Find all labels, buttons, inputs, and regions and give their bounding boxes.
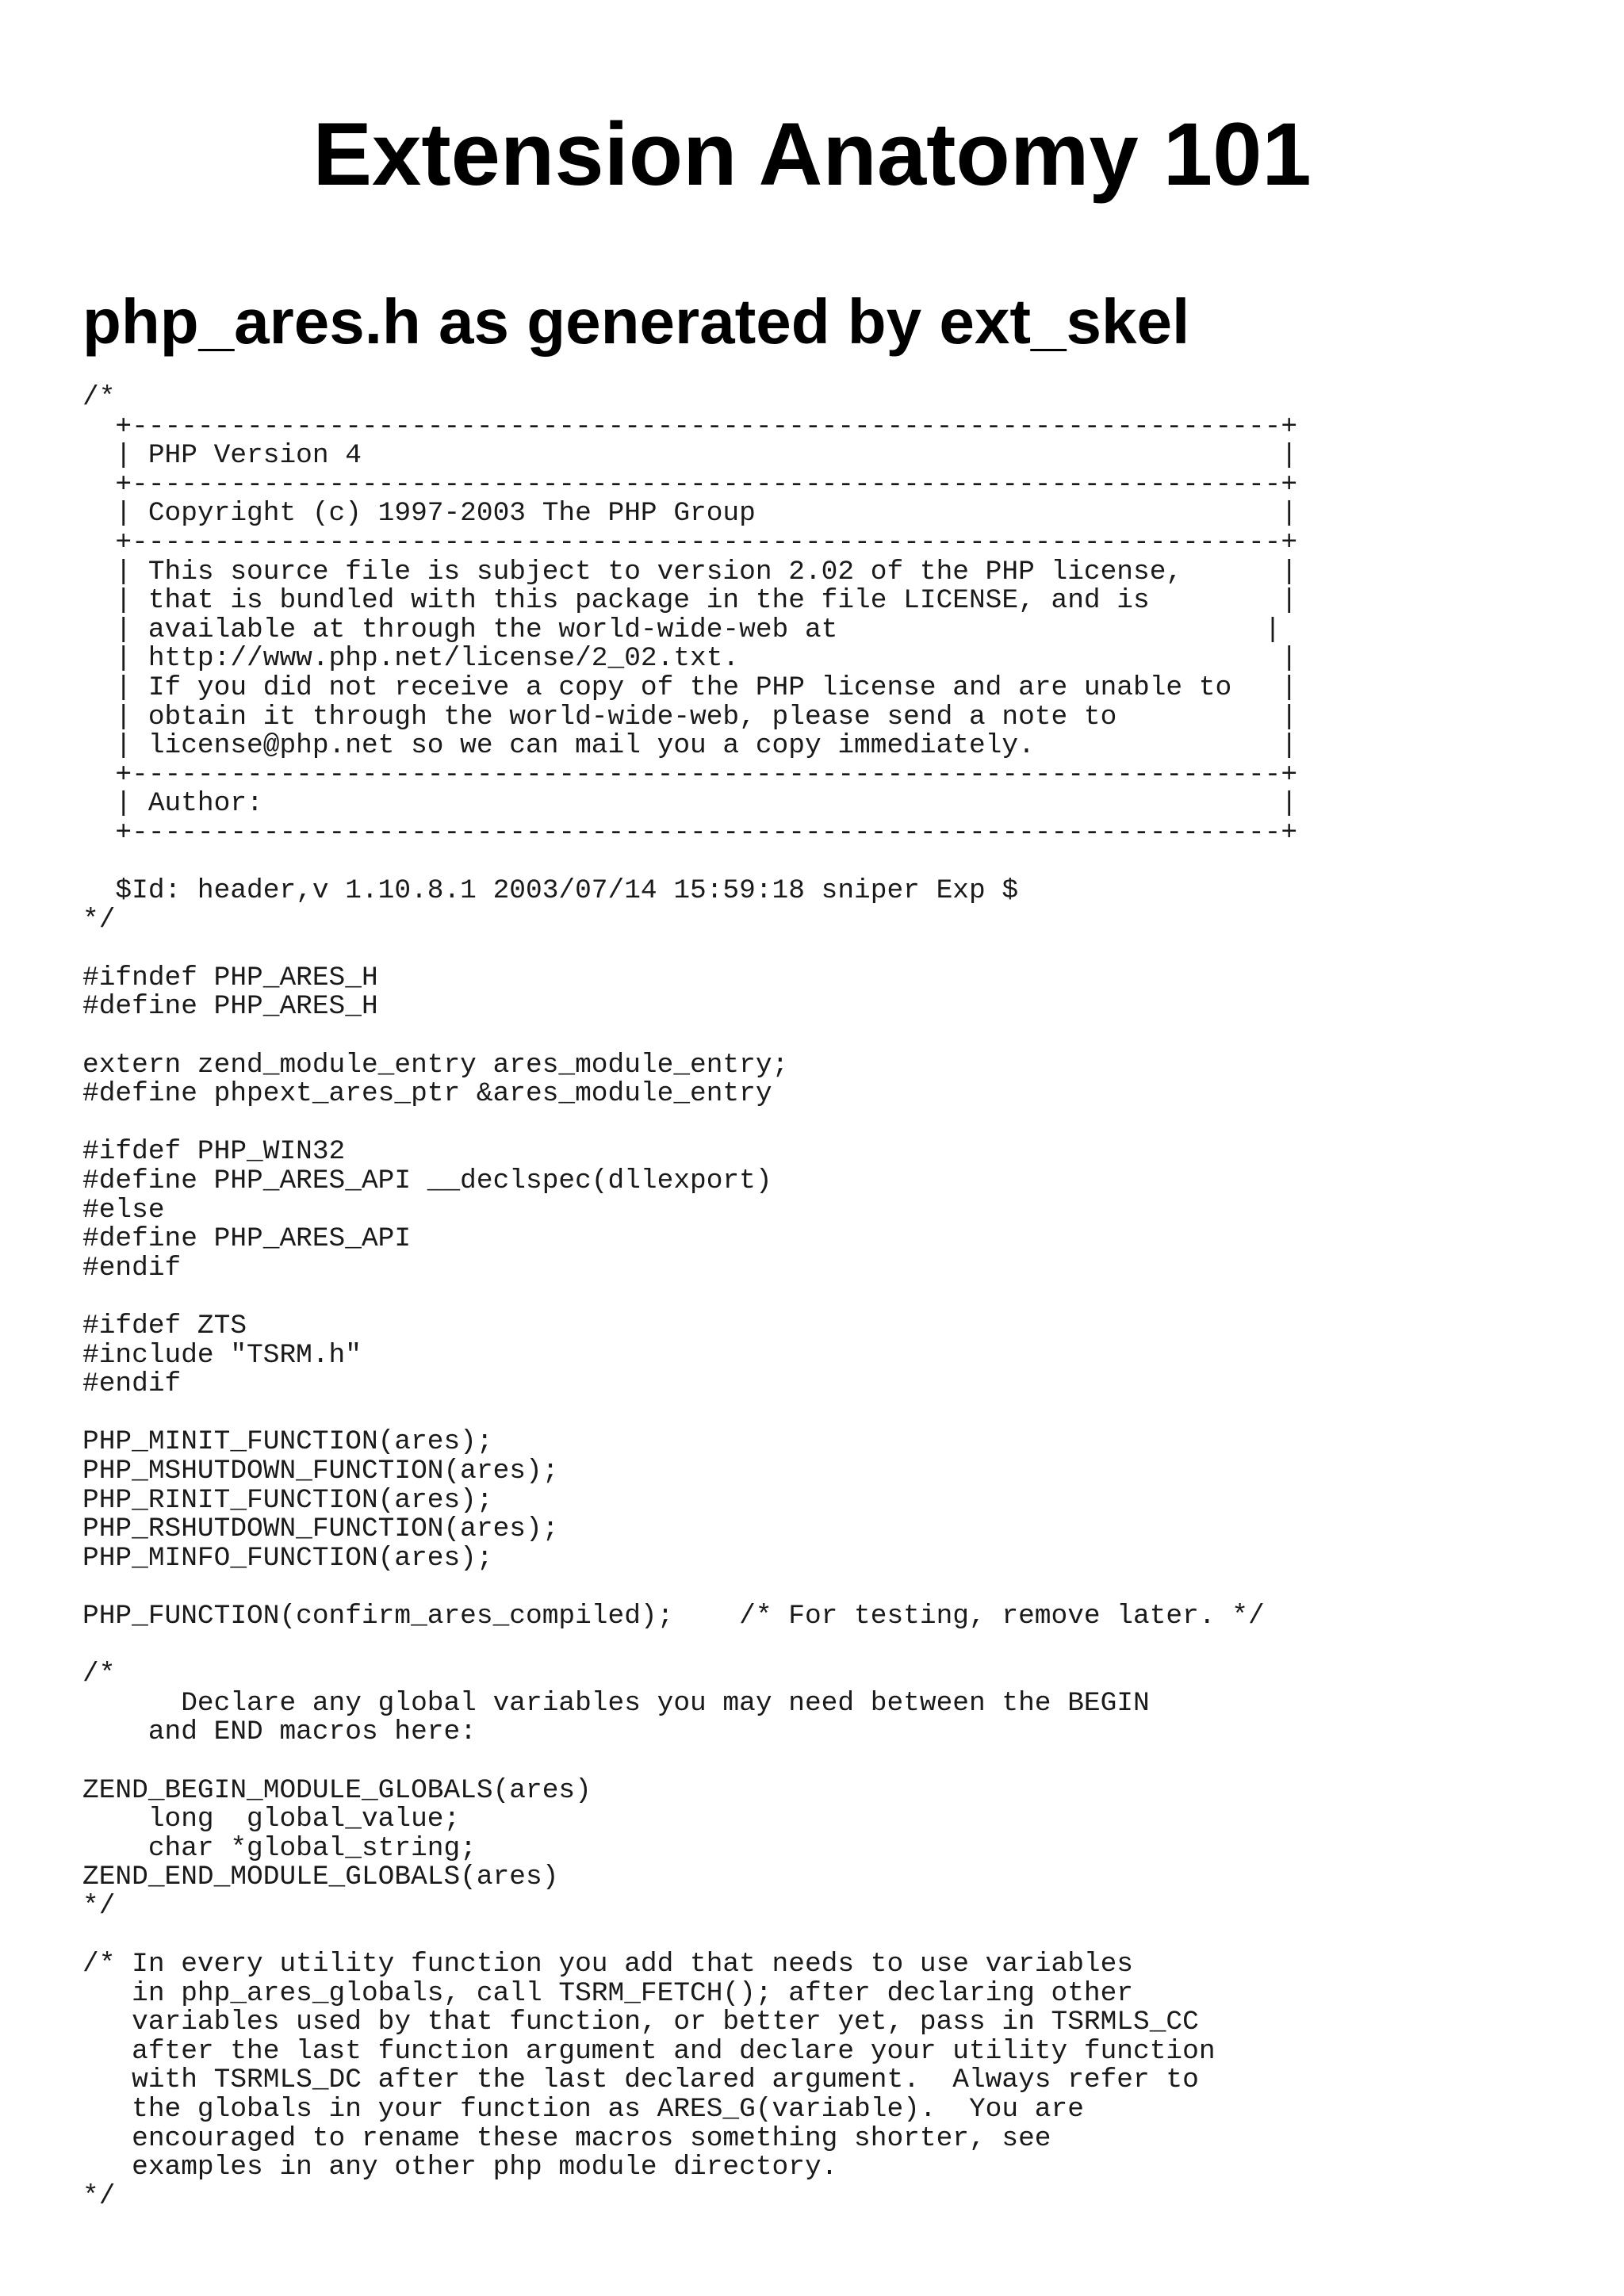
document-title: Extension Anatomy 101 [312, 105, 1312, 204]
code-listing: /* +----------------------------------------------------------------------+ | PHP Version 4 | +----------------------------------------------------------------------+ | Copyright (c) 1997-2003 The PHP Group | +----------------------------------------------------------------------+ | This source file is subject to version 2.02 of the PHP license, | | that is bundled with this package in the file LICENSE, and is | | available at through the world-wide-web at | | http://www.php.net/license/2_02.txt. | | If you did not receive a copy of the PHP license and are unable to | | obtain it through the world-wide-web, please send a note to | | license@php.net so we can mail you a copy immediately. | +----------------------------------------------------------------------+ | Author: | +----------------------------------------------------------------------+ $Id: header,v 1.10.8.1 2003/07/14 15:59:18 sniper Exp $ */ #ifndef PHP_ARES_H #define PHP_ARES_H extern zend_module_entry ares_module_entry; #define phpext_ares_ptr &ares_module_entry #ifdef PHP_WIN32 #define PHP_ARES_API __declspec(dllexport) #else #define PHP_ARES_API #endif #ifdef ZTS #include "TSRM.h" #endif PHP_MINIT_FUNCTION(ares); PHP_MSHUTDOWN_FUNCTION(ares); PHP_RINIT_FUNCTION(ares); PHP_RSHUTDOWN_FUNCTION(ares); PHP_MINFO_FUNCTION(ares); PHP_FUNCTION(confirm_ares_compiled); /* For testing, remove later. */ /* Declare any global variables you may need between the BEGIN and END macros here: ZEND_BEGIN_MODULE_GLOBALS(ares) long global_value; char *global_string; ZEND_END_MODULE_GLOBALS(ares) */ /* In every utility function you add that needs to use variables in php_ares_globals, call TSRM_FETCH(); after declaring other variables used by that function, or better yet, pass in TSRMLS_CC after the last function argument and declare your utility function with TSRMLS_DC after the last declared argument. Always refer to the globals in your function as ARES_G(variable). You are encouraged to rename these macros something shorter, see examples in any other php module directory. */ [82, 382, 1298, 2212]
section-heading: php_ares.h as generated by ext_skel [82, 286, 1190, 357]
